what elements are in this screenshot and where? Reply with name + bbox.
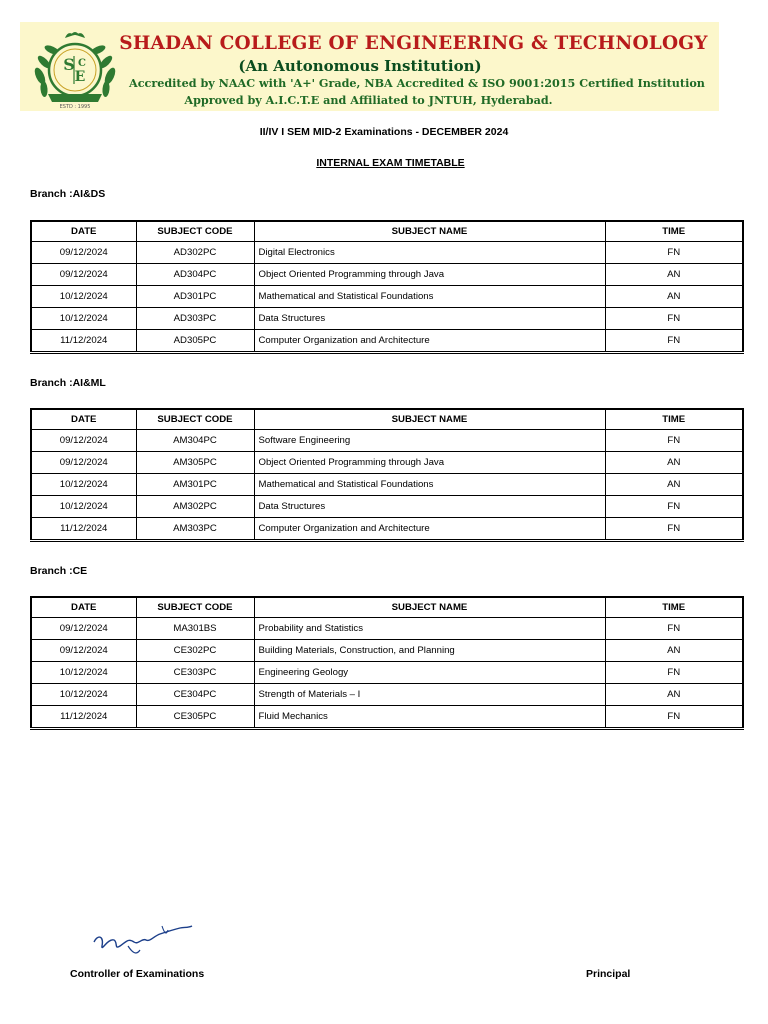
date-cell: 10/12/2024 [31, 308, 136, 330]
branch-label-aids: Branch :AI&DS [30, 188, 106, 200]
table-row [31, 286, 743, 308]
table-row [31, 474, 743, 496]
branch-label-ce: Branch :CE [30, 565, 88, 577]
subject-code-cell: AM304PC [136, 430, 254, 452]
time-cell: FN [605, 496, 743, 518]
subject-code-cell: AD304PC [136, 264, 254, 286]
approval-line: Approved by A.I.C.T.E and Affiliated to JNTUH, Hyderabad. [184, 93, 553, 107]
time-cell: AN [605, 640, 743, 662]
subject-name-cell: Object Oriented Programming through Java [254, 452, 605, 474]
time-cell: FN [605, 662, 743, 684]
college-header-banner [20, 22, 719, 111]
time-column-header: TIME [605, 409, 743, 430]
time-cell: AN [605, 474, 743, 496]
table-row [31, 242, 743, 264]
time-cell: AN [605, 264, 743, 286]
date-cell: 11/12/2024 [31, 518, 136, 541]
subject-code-cell: AD305PC [136, 330, 254, 353]
table-row [31, 706, 743, 729]
time-cell: FN [605, 518, 743, 541]
subject-name-column-header: SUBJECT NAME [254, 409, 605, 430]
time-cell: FN [605, 618, 743, 640]
table-row [31, 430, 743, 452]
date-cell: 11/12/2024 [31, 330, 136, 353]
subject-code-cell: AM301PC [136, 474, 254, 496]
table-row [31, 662, 743, 684]
date-cell: 09/12/2024 [31, 452, 136, 474]
timetable-ce [30, 596, 744, 730]
subject-code-cell: AD301PC [136, 286, 254, 308]
subject-code-cell: AD302PC [136, 242, 254, 264]
subject-name-cell: Digital Electronics [254, 242, 605, 264]
subject-name-cell: Probability and Statistics [254, 618, 605, 640]
date-cell: 10/12/2024 [31, 286, 136, 308]
date-cell: 09/12/2024 [31, 430, 136, 452]
accreditation-line: Accredited by NAAC with 'A+' Grade, NBA Accredited & ISO 9001:2015 Certified Institution [129, 76, 705, 90]
subject-name-cell: Object Oriented Programming through Java [254, 264, 605, 286]
subject-code-cell: AM303PC [136, 518, 254, 541]
time-cell: FN [605, 330, 743, 353]
table-row [31, 640, 743, 662]
subject-code-cell: CE305PC [136, 706, 254, 729]
subject-code-column-header: SUBJECT CODE [136, 409, 254, 430]
subject-name-cell: Engineering Geology [254, 662, 605, 684]
date-cell: 10/12/2024 [31, 496, 136, 518]
subject-name-cell: Computer Organization and Architecture [254, 330, 605, 353]
subject-name-cell: Fluid Mechanics [254, 706, 605, 729]
time-cell: FN [605, 706, 743, 729]
time-column-header: TIME [605, 221, 743, 242]
exam-title: II/IV I SEM MID-2 Examinations - DECEMBER 2024 [259, 126, 509, 138]
principal-label: Principal [586, 968, 631, 980]
subject-code-cell: CE302PC [136, 640, 254, 662]
table-row [31, 496, 743, 518]
svg-text:E: E [74, 69, 86, 85]
date-column-header: DATE [31, 409, 136, 430]
date-cell: 09/12/2024 [31, 640, 136, 662]
date-cell: 10/12/2024 [31, 474, 136, 496]
date-cell: 09/12/2024 [31, 242, 136, 264]
subject-code-cell: CE303PC [136, 662, 254, 684]
branch-label-aiml: Branch :AI&ML [30, 377, 106, 389]
time-column-header: TIME [605, 597, 743, 618]
date-cell: 10/12/2024 [31, 662, 136, 684]
autonomous-status: (An Autonomous Institution) [238, 57, 482, 75]
table-header-row [31, 221, 743, 242]
timetable-aiml [30, 408, 744, 542]
table-row [31, 264, 743, 286]
time-cell: FN [605, 430, 743, 452]
subject-code-cell: AM305PC [136, 452, 254, 474]
svg-text:S: S [63, 55, 75, 74]
subject-name-cell: Mathematical and Statistical Foundations [254, 474, 605, 496]
subject-code-cell: CE304PC [136, 684, 254, 706]
timetable-title: INTERNAL EXAM TIMETABLE [316, 157, 465, 169]
date-cell: 09/12/2024 [31, 618, 136, 640]
timetable-aids [30, 220, 744, 354]
subject-name-cell: Data Structures [254, 308, 605, 330]
table-row [31, 618, 743, 640]
subject-code-cell: AD303PC [136, 308, 254, 330]
svg-text:ESTD : 1995: ESTD : 1995 [59, 104, 91, 110]
date-cell: 09/12/2024 [31, 264, 136, 286]
table-row [31, 330, 743, 353]
handwritten-signature-icon [88, 916, 196, 962]
date-cell: 11/12/2024 [31, 706, 136, 729]
subject-code-cell: MA301BS [136, 618, 254, 640]
time-cell: FN [605, 242, 743, 264]
subject-code-column-header: SUBJECT CODE [136, 597, 254, 618]
time-cell: AN [605, 286, 743, 308]
table-header-row [31, 597, 743, 618]
time-cell: AN [605, 452, 743, 474]
subject-code-column-header: SUBJECT CODE [136, 221, 254, 242]
svg-text:C: C [78, 58, 86, 69]
subject-name-cell: Data Structures [254, 496, 605, 518]
table-header-row [31, 409, 743, 430]
subject-name-column-header: SUBJECT NAME [254, 597, 605, 618]
subject-name-column-header: SUBJECT NAME [254, 221, 605, 242]
date-column-header: DATE [31, 597, 136, 618]
table-row [31, 308, 743, 330]
college-name: SHADAN COLLEGE OF ENGINEERING & TECHNOLOGY [119, 33, 708, 54]
subject-name-cell: Strength of Materials – I [254, 684, 605, 706]
table-row [31, 518, 743, 541]
subject-name-cell: Mathematical and Statistical Foundations [254, 286, 605, 308]
date-column-header: DATE [31, 221, 136, 242]
date-cell: 10/12/2024 [31, 684, 136, 706]
time-cell: AN [605, 684, 743, 706]
logo-seal-icon [30, 26, 120, 110]
subject-code-cell: AM302PC [136, 496, 254, 518]
subject-name-cell: Software Engineering [254, 430, 605, 452]
subject-name-cell: Building Materials, Construction, and Planning [254, 640, 605, 662]
controller-of-examinations-label: Controller of Examinations [70, 968, 205, 980]
time-cell: FN [605, 308, 743, 330]
subject-name-cell: Computer Organization and Architecture [254, 518, 605, 541]
table-row [31, 684, 743, 706]
table-row [31, 452, 743, 474]
